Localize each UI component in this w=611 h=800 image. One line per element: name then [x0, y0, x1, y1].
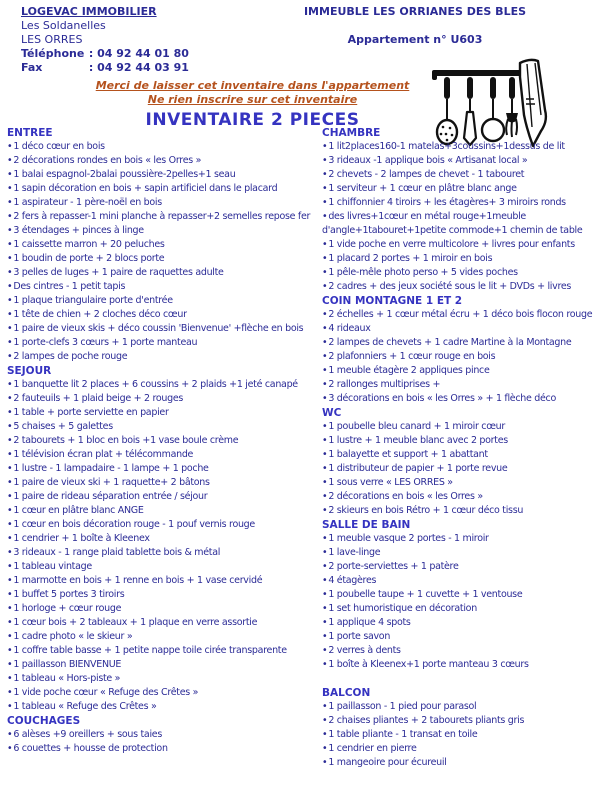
inventory-item [322, 658, 605, 672]
item-text: 2 cadres + des jeux société sous le lit + DVDs + livres [328, 281, 572, 292]
inventory-item [322, 728, 605, 742]
item-text: 5 chaises + 5 galettes [13, 421, 113, 432]
bullet-icon: • [7, 295, 13, 306]
bullet-icon: • [7, 183, 13, 194]
bullet-icon: • [322, 211, 328, 222]
inventory-item [322, 616, 605, 630]
item-text: 1 tableau « Refuge des Crêtes » [13, 701, 157, 712]
phone-separator: : [88, 47, 94, 60]
bullet-icon: • [322, 617, 328, 628]
agency-address-line1: Les Soldanelles [21, 19, 106, 32]
left-column [7, 126, 319, 756]
item-text: 3 pelles de luges + 1 paire de raquettes adulte [13, 267, 224, 278]
section-title-balcon: BALCON [322, 687, 371, 699]
item-text: 1 lit2places160-1 matelas+3coussins+1dessus de lit [328, 141, 565, 152]
item-text: 3 rideaux - 1 range plaid tablette bois & métal [13, 547, 221, 558]
bullet-icon: • [7, 141, 13, 152]
inventory-item [7, 588, 319, 602]
bullet-icon: • [7, 631, 13, 642]
bullet-icon: • [7, 589, 13, 600]
item-text: 1 boudin de porte + 2 blocs porte [13, 253, 165, 264]
inventory-item [322, 532, 605, 546]
inventory-item [322, 756, 605, 770]
inventory-item [7, 602, 319, 616]
bullet-icon: • [322, 449, 328, 460]
right-column [322, 126, 605, 770]
item-text: 1 pêle-mêle photo perso + 5 vides poches [328, 267, 518, 278]
bullet-icon: • [322, 281, 328, 292]
bullet-icon: • [7, 561, 13, 572]
bullet-icon: • [7, 449, 13, 460]
bullet-icon: • [322, 183, 328, 194]
inventory-item [322, 560, 605, 574]
bullet-icon: • [322, 757, 328, 768]
item-text: 1 paire de vieux ski + 1 raquette+ 2 bâtons [13, 477, 210, 488]
item-text: 4 étagères [328, 575, 377, 586]
inventory-item [7, 728, 319, 742]
item-text: 2 fers à repasser-1 mini planche à repasser+2 semelles repose fer [13, 211, 311, 222]
bullet-icon: • [7, 491, 13, 502]
bullet-icon: • [7, 673, 13, 684]
inventory-item [322, 490, 605, 504]
bullet-icon: • [7, 463, 13, 474]
item-text: 3 décorations en bois « les Orres » + 1 flèche déco [328, 393, 556, 404]
bullet-icon: • [322, 477, 328, 488]
item-text: 1 porte savon [328, 631, 391, 642]
item-text: 1 paire de rideau séparation entrée / séjour [13, 491, 208, 502]
item-text: 1 balayette et support + 1 abattant [328, 449, 488, 460]
inventory-item [322, 574, 605, 588]
inventory-item [7, 700, 319, 714]
bullet-icon: • [322, 533, 328, 544]
inventory-item [322, 266, 605, 280]
item-text: 1 sapin décoration en bois + sapin artificiel dans le placard [13, 183, 278, 194]
apartment-number: Appartement n° U603 [347, 33, 483, 46]
bullet-icon: • [322, 323, 328, 334]
bullet-icon: • [7, 225, 13, 236]
bullet-icon: • [7, 407, 13, 418]
inventory-item [322, 504, 605, 518]
bullet-icon: • [322, 701, 328, 712]
item-text: 1 poubelle bleu canard + 1 miroir cœur [328, 421, 505, 432]
inventory-item [322, 140, 605, 154]
inventory-item [322, 546, 605, 560]
bullet-icon: • [7, 435, 13, 446]
bullet-icon: • [322, 421, 328, 432]
item-text: 6 couettes + housse de protection [13, 743, 168, 754]
item-text: 2 chevets - 2 lampes de chevet - 1 tabouret [328, 169, 525, 180]
bullet-icon: • [322, 631, 328, 642]
bullet-icon: • [7, 393, 13, 404]
item-text: 6 alèses +9 oreillers + sous taies [13, 729, 162, 740]
section-title-entree: ENTREE [7, 127, 53, 139]
inventory-item [322, 434, 605, 448]
item-text: 1 sous verre « LES ORRES » [328, 477, 453, 488]
inventory-item [7, 462, 319, 476]
inventory-item [7, 308, 319, 322]
item-text: 1 boîte à Kleenex+1 porte manteau 3 cœurs [328, 659, 529, 670]
inventory-item [7, 434, 319, 448]
inventory-item [7, 742, 319, 756]
item-text: Des cintres - 1 petit tapis [13, 281, 126, 292]
bullet-icon: • [322, 267, 328, 278]
inventory-item [7, 546, 319, 560]
bullet-icon: • [7, 253, 13, 264]
section-title-sejour: SEJOUR [7, 365, 52, 377]
inventory-item [7, 658, 319, 672]
fax-separator: : [88, 61, 94, 74]
bullet-icon: • [7, 477, 13, 488]
inventory-item [7, 532, 319, 546]
bullet-icon: • [322, 645, 328, 656]
bullet-icon: • [7, 351, 13, 362]
inventory-item [322, 364, 605, 378]
bullet-icon: • [7, 323, 13, 334]
bullet-icon: • [7, 659, 13, 670]
inventory-item [7, 630, 319, 644]
item-text: 2 décorations rondes en bois « les Orres » [13, 155, 202, 166]
item-text: 2 chaises pliantes + 2 tabourets pliants gris [328, 715, 525, 726]
bullet-icon: • [322, 561, 328, 572]
agency-name: LOGEVAC IMMOBILIER [21, 5, 157, 18]
item-text: 1 déco cœur en bois [13, 141, 105, 152]
fax-label: Fax [21, 61, 43, 74]
inventory-item [322, 196, 605, 210]
inventory-item [7, 266, 319, 280]
item-text: 1 poubelle taupe + 1 cuvette + 1 ventouse [328, 589, 523, 600]
inventory-item [7, 490, 319, 504]
inventory-item [322, 378, 605, 392]
item-text: 1 set humoristique en décoration [328, 603, 477, 614]
item-text: 3 étendages + pinces à linge [13, 225, 144, 236]
fax-number: 04 92 44 03 91 [97, 61, 189, 74]
agency-fax-row [21, 61, 189, 75]
item-text: 1 chiffonnier 4 tiroirs + les étagères+ 3 miroirs ronds [328, 197, 566, 208]
building-block [290, 5, 540, 47]
bullet-icon: • [7, 337, 13, 348]
item-text: 1 tête de chien + 2 cloches déco cœur [13, 309, 187, 320]
bullet-icon: • [322, 743, 328, 754]
inventory-item [322, 280, 605, 294]
building-name: IMMEUBLE LES ORRIANES DES BLES [303, 5, 527, 18]
inventory-item [322, 238, 605, 252]
inventory-item [7, 252, 319, 266]
item-text: 1 marmotte en bois + 1 renne en bois + 1 vase cervidé [13, 575, 263, 586]
section-title-couchages: COUCHAGES [7, 715, 81, 727]
bullet-icon: • [7, 533, 13, 544]
item-text: 2 décorations en bois « les Orres » [328, 491, 483, 502]
inventory-item [7, 504, 319, 518]
bullet-icon: • [322, 337, 328, 348]
item-text: 1 tableau « Hors-piste » [13, 673, 121, 684]
item-text: 2 échelles + 1 cœur métal écru + 1 déco bois flocon rouge [328, 309, 593, 320]
item-text: 2 rallonges multiprises + [328, 379, 441, 390]
item-text: 1 lave-linge [328, 547, 381, 558]
bullet-icon: • [322, 141, 328, 152]
bullet-icon: • [322, 547, 328, 558]
inventory-item [322, 644, 605, 658]
doc-title: INVENTAIRE 2 PIECES [145, 110, 360, 130]
inventory-item [7, 448, 319, 462]
bullet-icon: • [7, 309, 13, 320]
bullet-icon: • [7, 197, 13, 208]
inventory-item [7, 476, 319, 490]
bullet-icon: • [322, 463, 328, 474]
bullet-icon: • [322, 603, 328, 614]
inventory-item [7, 238, 319, 252]
item-text: 2 lampes de poche rouge [13, 351, 128, 362]
item-text: 1 cœur en bois décoration rouge - 1 pouf vernis rouge [13, 519, 255, 530]
item-text: 1 tableau vintage [13, 561, 92, 572]
item-text: 1 table + porte serviette en papier [13, 407, 169, 418]
inventory-item [322, 154, 605, 168]
bullet-icon: • [322, 393, 328, 404]
agency-address-line2: LES ORRES [21, 33, 83, 46]
inventory-item [7, 406, 319, 420]
inventory-item [322, 630, 605, 644]
bullet-icon: • [7, 701, 13, 712]
item-text: 1 cendrier + 1 boîte à Kleenex [13, 533, 150, 544]
inventory-item [322, 476, 605, 490]
item-text: 1 cœur en plâtre blanc ANGE [13, 505, 144, 516]
item-text: 1 banquette lit 2 places + 6 coussins + 2 plaids +1 jeté canapé [13, 379, 298, 390]
inventory-item [7, 168, 319, 182]
inventory-item [7, 196, 319, 210]
section-title-chambre: CHAMBRE [322, 127, 381, 139]
item-text: 1 cadre photo « le skieur » [13, 631, 133, 642]
section-title-coin-montagne: COIN MONTAGNE 1 ET 2 [322, 295, 463, 307]
bullet-icon: • [322, 379, 328, 390]
agency-phone-row [21, 47, 189, 61]
item-text: 1 paillasson BIENVENUE [13, 659, 122, 670]
inventory-item [322, 252, 605, 266]
section-title-salle-de-bain: SALLE DE BAIN [322, 519, 411, 531]
inventory-item [322, 182, 605, 196]
bullet-icon: • [322, 253, 328, 264]
item-text: 1 télévision écran plat + télécommande [13, 449, 194, 460]
bullet-icon: • [322, 169, 328, 180]
item-text: 1 cendrier en pierre [328, 743, 417, 754]
item-text: 2 porte-serviettes + 1 patère [328, 561, 459, 572]
bullet-icon: • [7, 421, 13, 432]
bullet-icon: • [7, 729, 13, 740]
item-text: 1 caissette marron + 20 peluches [13, 239, 165, 250]
bullet-icon: • [322, 659, 328, 670]
item-text: 1 porte-clefs 3 cœurs + 1 porte manteau [13, 337, 198, 348]
inventory-item [322, 742, 605, 756]
inventory-item [322, 322, 605, 336]
item-text: 1 aspirateur - 1 père-noël en bois [13, 197, 162, 208]
bullet-icon: • [7, 379, 13, 390]
inventory-item [322, 602, 605, 616]
item-text: 1 meuble étagère 2 appliques pince [328, 365, 490, 376]
item-text: 1 table pliante - 1 transat en toile [328, 729, 478, 740]
inventory-item [7, 210, 319, 224]
bullet-icon: • [7, 603, 13, 614]
inventory-item [322, 700, 605, 714]
bullet-icon: • [7, 645, 13, 656]
inventory-item [322, 588, 605, 602]
inventory-item [7, 182, 319, 196]
item-text: 1 vide poche cœur « Refuge des Crêtes » [13, 687, 199, 698]
inventory-item [7, 224, 319, 238]
item-text: 1 coffre table basse + 1 petite nappe toile cirée transparente [13, 645, 287, 656]
bullet-icon: • [322, 435, 328, 446]
inventory-item [322, 168, 605, 182]
inventory-item [7, 392, 319, 406]
item-text: 1 lustre - 1 lampadaire - 1 lampe + 1 poche [13, 463, 209, 474]
item-text: 1 placard 2 portes + 1 miroir en bois [328, 253, 493, 264]
section-title-wc: WC [322, 407, 342, 419]
item-text: 1 buffet 5 portes 3 tiroirs [13, 589, 125, 600]
item-text: 2 verres à dents [328, 645, 401, 656]
bullet-icon: • [7, 519, 13, 530]
item-text: 2 fauteuils + 1 plaid beige + 2 rouges [13, 393, 184, 404]
bullet-icon: • [7, 169, 13, 180]
bullet-icon: • [322, 491, 328, 502]
inventory-item [322, 448, 605, 462]
item-text: 2 tabourets + 1 bloc en bois +1 vase boule crème [13, 435, 239, 446]
bullet-icon: • [7, 743, 13, 754]
bullet-icon: • [7, 281, 13, 292]
bullet-icon: • [322, 239, 328, 250]
bullet-icon: • [7, 547, 13, 558]
inventory-item [7, 294, 319, 308]
inventory-item [7, 322, 319, 336]
bullet-icon: • [7, 155, 13, 166]
item-text: 2 plafonniers + 1 cœur rouge en bois [328, 351, 496, 362]
item-text: 1 balai espagnol-2balai poussière-2pelles+1 seau [13, 169, 236, 180]
bullet-icon: • [7, 211, 13, 222]
bullet-icon: • [7, 505, 13, 516]
bullet-icon: • [322, 729, 328, 740]
bullet-icon: • [322, 197, 328, 208]
inventory-item [7, 154, 319, 168]
item-text: 1 cœur bois + 2 tableaux + 1 plaque en verre assortie [13, 617, 258, 628]
inventory-item [7, 644, 319, 658]
inventory-item [322, 350, 605, 364]
item-text: 1 meuble vasque 2 portes - 1 miroir [328, 533, 489, 544]
phone-number: 04 92 44 01 80 [97, 47, 189, 60]
inventory-item [7, 574, 319, 588]
inventory-item [7, 420, 319, 434]
bullet-icon: • [7, 267, 13, 278]
bullet-icon: • [322, 365, 328, 376]
bullet-icon: • [322, 575, 328, 586]
inventory-item [322, 714, 605, 728]
bullet-icon: • [7, 617, 13, 628]
inventory-item [7, 336, 319, 350]
item-text: 4 rideaux [328, 323, 371, 334]
item-text: 2 skieurs en bois Rétro + 1 cœur déco tissu [328, 505, 524, 516]
phone-label: Téléphone [21, 47, 85, 60]
inventory-item [322, 210, 605, 238]
inventory-item [322, 392, 605, 406]
bullet-icon: • [322, 505, 328, 516]
item-text: 2 lampes de chevets + 1 cadre Martine à la Montagne [328, 337, 572, 348]
item-text: 1 plaque triangulaire porte d'entrée [13, 295, 173, 306]
inventory-item [7, 350, 319, 364]
bullet-icon: • [7, 575, 13, 586]
notice-line-1: Merci de laisser cet inventaire dans l'appartement [95, 79, 410, 92]
item-text: 1 paillasson - 1 pied pour parasol [328, 701, 477, 712]
inventory-item [7, 378, 319, 392]
item-text: 1 distributeur de papier + 1 porte revue [328, 463, 508, 474]
inventory-item [7, 672, 319, 686]
item-text: 1 mangeoire pour écureuil [328, 757, 447, 768]
inventory-item [322, 462, 605, 476]
item-text: 1 vide poche en verre multicolore + livres pour enfants [328, 239, 575, 250]
inventory-item [7, 560, 319, 574]
inventory-item [7, 518, 319, 532]
inventory-item [7, 140, 319, 154]
bullet-icon: • [322, 155, 328, 166]
inventory-item [322, 336, 605, 350]
inventory-item [322, 420, 605, 434]
item-text: 3 rideaux -1 applique bois « Artisanat local » [328, 155, 528, 166]
inventory-item [7, 280, 319, 294]
item-text: 1 paire de vieux skis + déco coussin 'Bienvenue' +flèche en bois [13, 323, 304, 334]
bullet-icon: • [322, 351, 328, 362]
item-text: 1 lustre + 1 meuble blanc avec 2 portes [328, 435, 508, 446]
item-text: 1 serviteur + 1 cœur en plâtre blanc ange [328, 183, 517, 194]
bullet-icon: • [7, 239, 13, 250]
item-text: des livres+1cœur en métal rouge+1meuble d'angle+1tabouret+1petite commode+1 chemin de table [322, 211, 583, 236]
item-text: 1 horloge + cœur rouge [13, 603, 122, 614]
bullet-icon: • [7, 687, 13, 698]
inventory-item [322, 308, 605, 322]
bullet-icon: • [322, 589, 328, 600]
inventory-columns [7, 126, 605, 770]
inventory-item [7, 616, 319, 630]
bullet-icon: • [322, 309, 328, 320]
notice-line-2: Ne rien inscrire sur cet inventaire [147, 93, 358, 106]
notice-block [0, 79, 505, 130]
item-text: 1 applique 4 spots [328, 617, 411, 628]
agency-block [21, 5, 189, 75]
bullet-icon: • [322, 715, 328, 726]
inventory-item [7, 686, 319, 700]
